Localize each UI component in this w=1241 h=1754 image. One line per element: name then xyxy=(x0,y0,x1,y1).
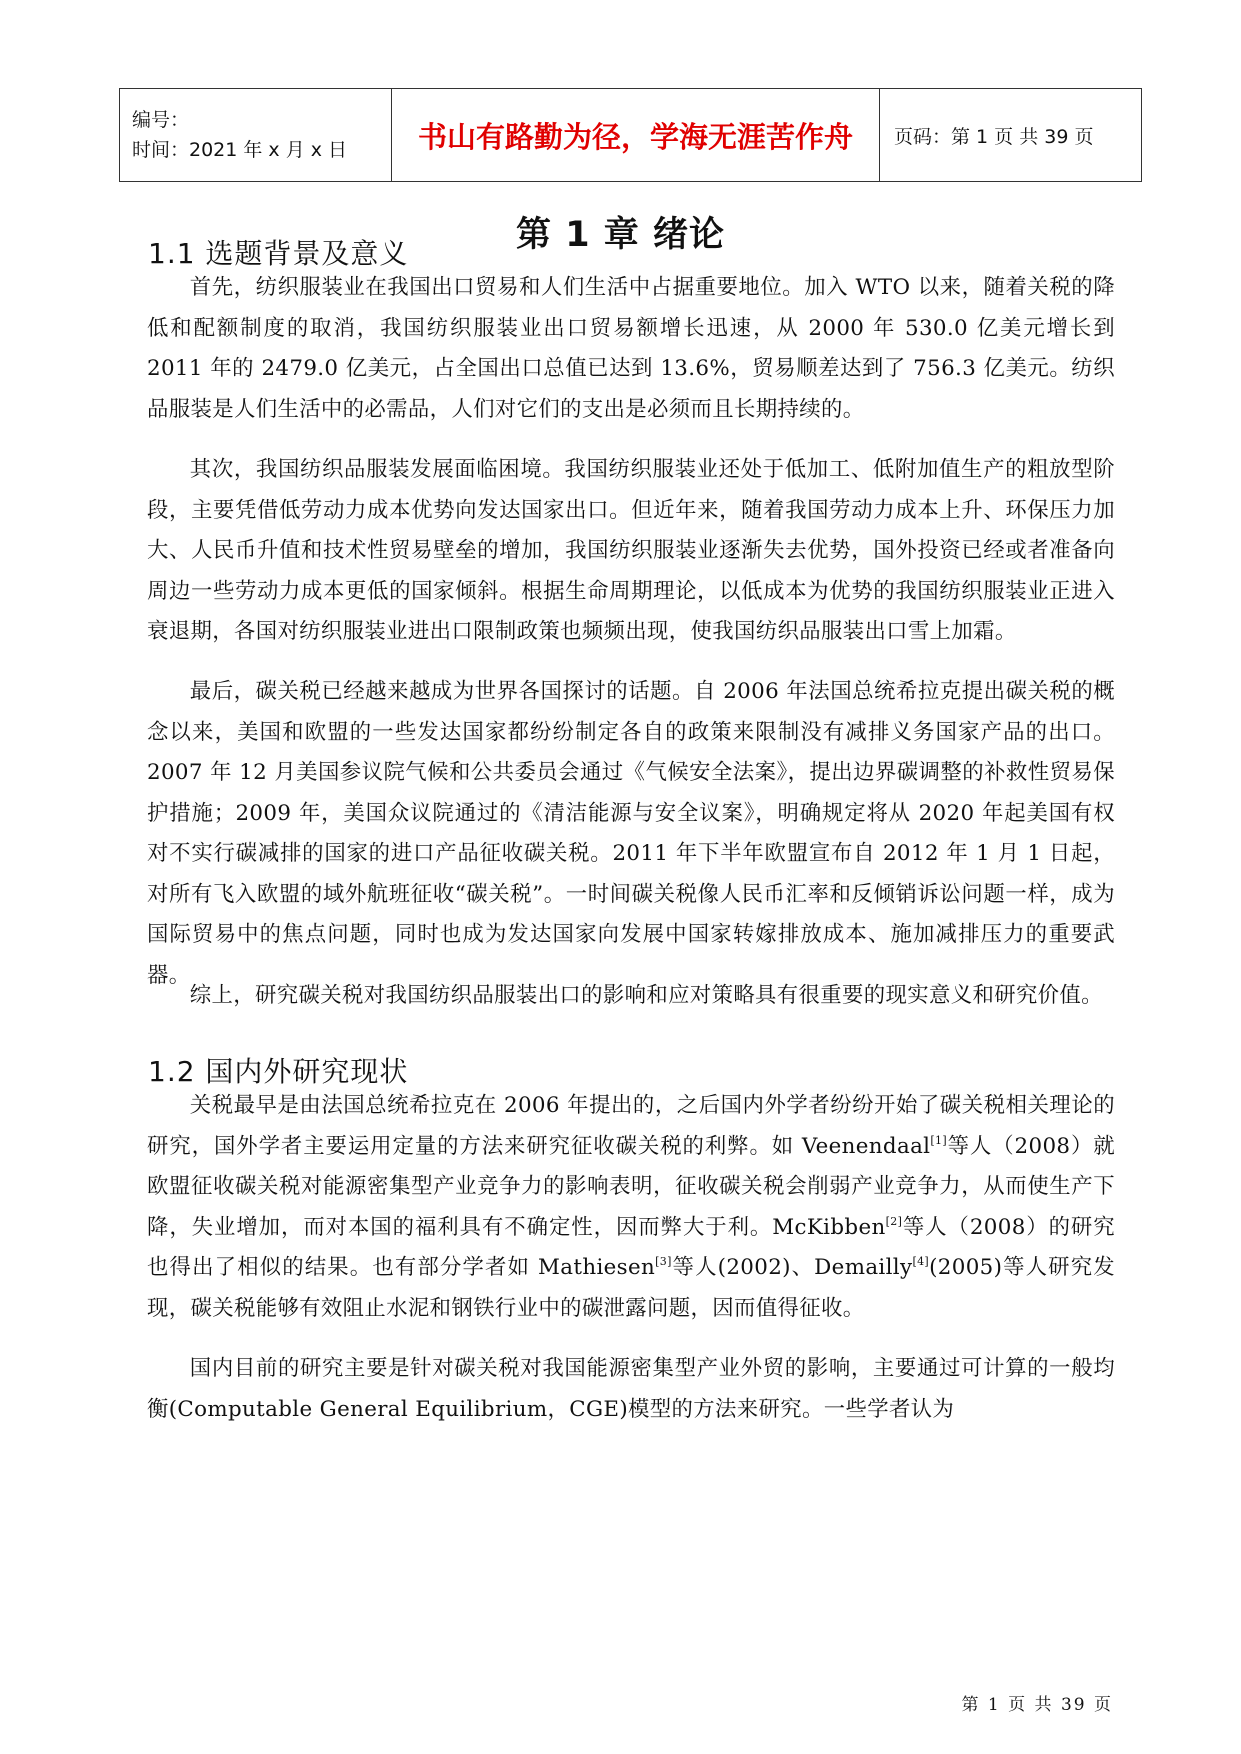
header-meta-cell xyxy=(120,89,392,182)
paragraph-text: 等人(2002)、Demailly xyxy=(671,1255,913,1280)
header-page-label: 页码：第 1 页 共 39 页 xyxy=(880,89,1142,182)
citation-ref: [3] xyxy=(655,1255,672,1268)
section-heading-1-1: 1.1 选题背景及意义 xyxy=(148,237,409,270)
citation-ref: [2] xyxy=(885,1214,903,1228)
paragraph-text: 等人（2008）就欧盟征收碳关税对能源密集型产业竞争力的影响表明，征收碳关税会削弱产业竞争力，从而使生产下降，失业增加，而对本国的福利具有不确定性，因而弊大于利。McKibben xyxy=(147,1133,1115,1240)
section-heading-1-2: 1.2 国内外研究现状 xyxy=(148,1055,409,1088)
paragraph: 国内目前的研究主要是针对碳关税对我国能源密集型产业外贸的影响，主要通过可计算的一般均衡(Computable General Equilibrium，CGE)模型的方法来研究。一些学者认为 xyxy=(147,1356,1115,1422)
paragraph xyxy=(147,1086,1115,1329)
chapter-title: 第 1 章 绪论 xyxy=(516,215,725,255)
paragraph-text: 等人（2008）的研究也得出了相似的结果。也有部分学者如 Mathiesen xyxy=(147,1214,1115,1280)
paragraph: 综上，研究碳关税对我国纺织品服装出口的影响和应对策略具有很重要的现实意义和研究价值。 xyxy=(189,983,1103,1008)
document-number-label: 编号： xyxy=(132,109,190,131)
paragraph: 首先，纺织服装业在我国出口贸易和人们生活中占据重要地位。加入 WTO 以来，随着关税的降低和配额制度的取消，我国纺织服装业出口贸易额增长迅速，从 2000 年 530.0 亿美元增长到 2011 年的 2479.0 亿美元，占全国出口总值已达到 13.6%，贸易顺差达到了 756.3 亿美元。纺织品服装是人们生活中的必需品，人们对它们的支出是必须而且长期持续的。 xyxy=(147,275,1115,422)
paragraph: 最后，碳关税已经越来越成为世界各国探讨的话题。自 2006 年法国总统希拉克提出碳关税的概念以来，美国和欧盟的一些发达国家都纷纷制定各自的政策来限制没有减排义务国家产品的出口。2007 年 12 月美国参议院气候和公共委员会通过《气候安全法案》，提出边界碳调整的补救性贸易保护措施；2009 年，美国众议院通过的《清洁能源与安全议案》，明确规定将从 2020 年起美国有权对不实行碳减排的国家的进口产品征收碳关税。2011 年下半年欧盟宣布自 2012 年 1 月 1 日起，对所有飞入欧盟的域外航班征收“碳关税”。一时间碳关税像人民币汇率和反倾销诉讼问题一样，成为国际贸易中的焦点问题，同时也成为发达国家向发展中国家转嫁排放成本、施加减排压力的重要武器。 xyxy=(147,679,1115,988)
document-time-label: 时间：2021 年 x 月 x 日 xyxy=(132,139,348,161)
citation-ref: [1] xyxy=(930,1133,948,1147)
header-motto: 书山有路勤为径，学海无涯苦作舟 xyxy=(392,89,880,182)
page-footer: 第 1 页 共 39 页 xyxy=(961,1695,1113,1715)
document-header xyxy=(119,88,1142,182)
paragraph: 其次，我国纺织品服装发展面临困境。我国纺织服装业还处于低加工、低附加值生产的粗放型阶段，主要凭借低劳动力成本优势向发达国家出口。但近年来，随着我国劳动力成本上升、环保压力加大、人民币升值和技术性贸易壁垒的增加，我国纺织服装业逐渐失去优势，国外投资已经或者准备向周边一些劳动力成本更低的国家倾斜。根据生命周期理论，以低成本为优势的我国纺织服装业正进入衰退期，各国对纺织服装业进出口限制政策也频频出现，使我国纺织品服装出口雪上加霜。 xyxy=(147,457,1115,644)
citation-ref: [4] xyxy=(912,1255,930,1268)
paragraph-text: (2005)等人研究发现，碳关税能够有效阻止水泥和钢铁行业中的碳泄露问题，因而值得征收。 xyxy=(147,1255,1115,1321)
paragraph-text: 关税最早是由法国总统希拉克在 2006 年提出的，之后国内外学者纷纷开始了碳关税相关理论的研究，国外学者主要运用定量的方法来研究征收碳关税的利弊。如 Veenendaal xyxy=(147,1093,1115,1159)
